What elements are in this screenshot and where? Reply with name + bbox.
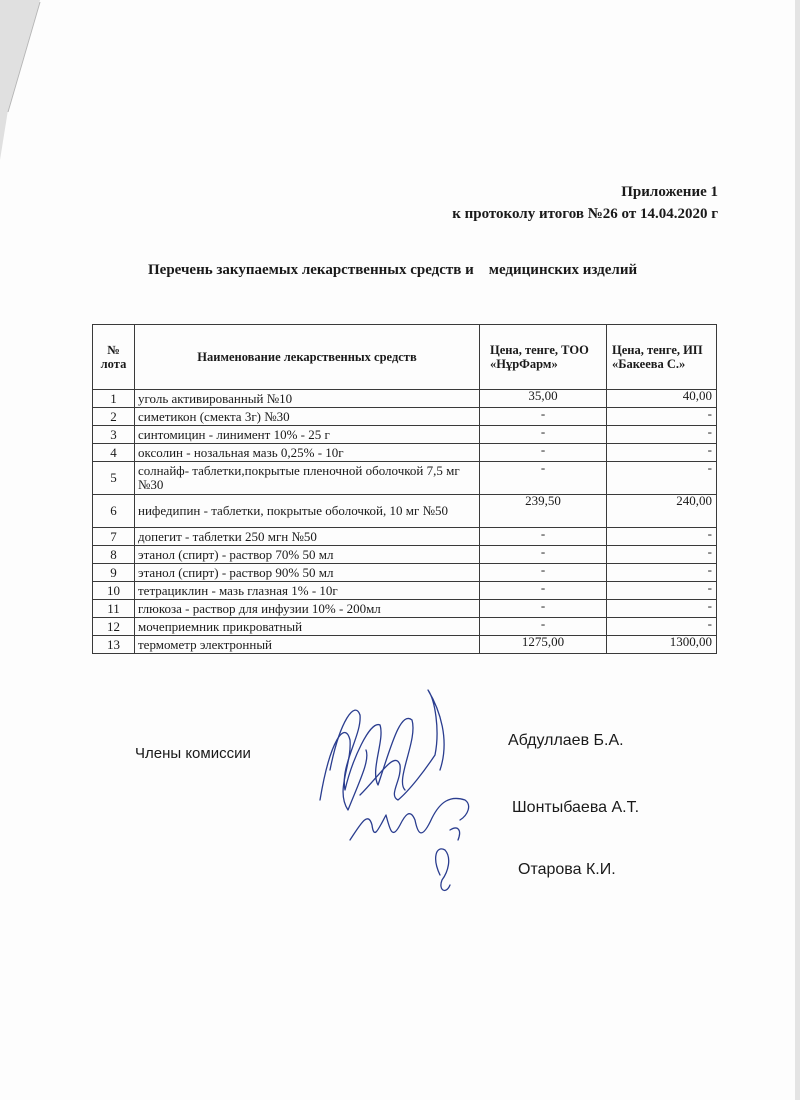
appendix-line-2: к протоколу итогов №26 от 14.04.2020 г (452, 206, 718, 222)
document-title: Перечень закупаемых лекарственных средств и медицинских изделий (148, 262, 638, 278)
price-nurfarm: - (480, 462, 607, 495)
lot-number: 10 (93, 582, 135, 600)
price-nurfarm: - (480, 426, 607, 444)
drug-name: допегит - таблетки 250 мгн №50 (135, 528, 480, 546)
price-bakeeva: - (607, 528, 717, 546)
drug-name: мочеприемник прикроватный (135, 618, 480, 636)
price-bakeeva: - (607, 546, 717, 564)
table-row (93, 390, 717, 408)
table-row (93, 408, 717, 426)
drug-name: этанол (спирт) - раствор 70% 50 мл (135, 546, 480, 564)
lot-number: 4 (93, 444, 135, 462)
price-nurfarm: - (480, 582, 607, 600)
header-price-bakeeva: Цена, тенге, ИП «Бакеева С.» (607, 325, 717, 390)
table-row (93, 528, 717, 546)
price-bakeeva: - (607, 582, 717, 600)
price-bakeeva: - (607, 564, 717, 582)
price-nurfarm: - (480, 444, 607, 462)
table-row (93, 426, 717, 444)
drug-name: тетрациклин - мазь глазная 1% - 10г (135, 582, 480, 600)
table-row (93, 582, 717, 600)
price-nurfarm: - (480, 564, 607, 582)
appendix-line-1: Приложение 1 (621, 184, 718, 200)
price-bakeeva: 240,00 (607, 495, 717, 528)
price-bakeeva: 40,00 (607, 390, 717, 408)
lot-number: 1 (93, 390, 135, 408)
drug-name: синтомицин - линимент 10% - 25 г (135, 426, 480, 444)
appendix-header (452, 181, 718, 225)
lot-number: 12 (93, 618, 135, 636)
lot-number: 2 (93, 408, 135, 426)
drug-name: этанол (спирт) - раствор 90% 50 мл (135, 564, 480, 582)
table-header-row (93, 325, 717, 390)
lot-number: 8 (93, 546, 135, 564)
price-nurfarm: - (480, 600, 607, 618)
member-shontybaeva: Шонтыбаева А.Т. (512, 799, 640, 816)
member-abdullaev: Абдуллаев Б.А. (508, 732, 624, 749)
table-row (93, 444, 717, 462)
handwritten-signatures (300, 680, 520, 900)
price-nurfarm: 35,00 (480, 390, 607, 408)
price-nurfarm: 239,50 (480, 495, 607, 528)
lot-number: 9 (93, 564, 135, 582)
drug-name: солнайф- таблетки,покрытые пленочной оболочкой 7,5 мг №30 (135, 462, 480, 495)
price-nurfarm: - (480, 528, 607, 546)
drug-name: термометр электронный (135, 636, 480, 654)
lots-table (92, 324, 717, 654)
drug-name: оксолин - нозальная мазь 0,25% - 10г (135, 444, 480, 462)
drug-name: глюкоза - раствор для инфузии 10% - 200мл (135, 600, 480, 618)
table-row (93, 495, 717, 528)
lot-number: 13 (93, 636, 135, 654)
lot-number: 6 (93, 495, 135, 528)
price-bakeeva: - (607, 444, 717, 462)
lot-number: 3 (93, 426, 135, 444)
lot-number: 5 (93, 462, 135, 495)
table-row (93, 546, 717, 564)
lot-number: 11 (93, 600, 135, 618)
drug-name: симетикон (смекта 3г) №30 (135, 408, 480, 426)
table-row (93, 618, 717, 636)
price-nurfarm: - (480, 408, 607, 426)
price-nurfarm: - (480, 546, 607, 564)
price-bakeeva: - (607, 462, 717, 495)
header-price-nurfarm: Цена, тенге, ТОО «НұрФарм» (480, 325, 607, 390)
price-bakeeva: - (607, 600, 717, 618)
price-bakeeva: - (607, 618, 717, 636)
header-drug-name: Наименование лекарственных средств (135, 325, 480, 390)
price-nurfarm: 1275,00 (480, 636, 607, 654)
commission-members-label: Члены комиссии (135, 745, 251, 762)
price-bakeeva: 1300,00 (607, 636, 717, 654)
lot-number: 7 (93, 528, 135, 546)
price-bakeeva: - (607, 408, 717, 426)
price-bakeeva: - (607, 426, 717, 444)
table-row (93, 564, 717, 582)
table-row (93, 636, 717, 654)
table-row (93, 462, 717, 495)
table-row (93, 600, 717, 618)
drug-name: уголь активированный №10 (135, 390, 480, 408)
member-otarova: Отарова К.И. (518, 861, 616, 878)
price-nurfarm: - (480, 618, 607, 636)
drug-name: нифедипин - таблетки, покрытые оболочкой, 10 мг №50 (135, 495, 480, 528)
header-lot-number: № лота (93, 325, 135, 390)
